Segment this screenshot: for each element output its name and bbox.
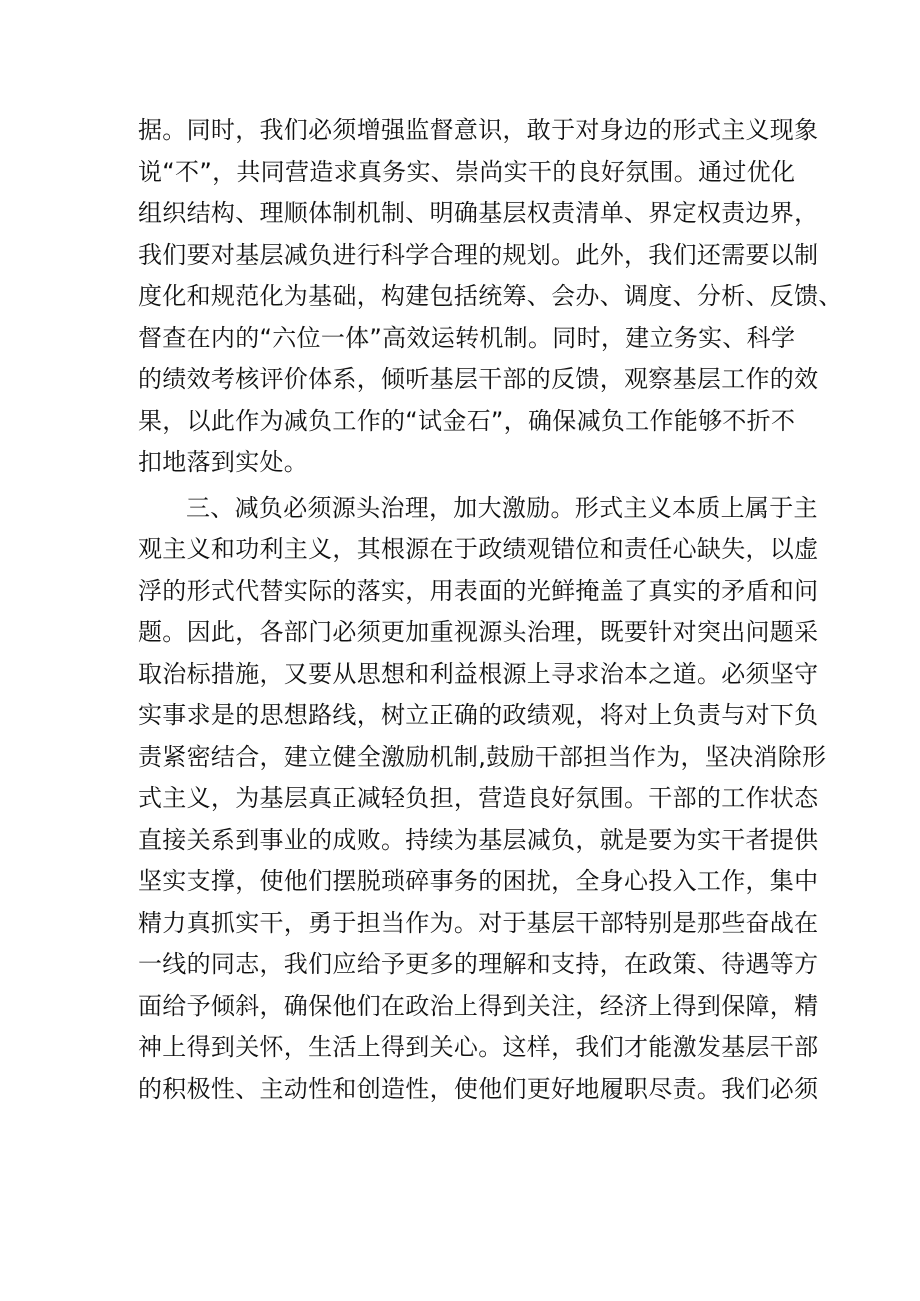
paragraph-line: 的积极性、主动性和创造性，使他们更好地履职尽责。我们必须 (138, 1074, 819, 1103)
paragraph-line: 督查在内的“六位一体”高效运转机制。同时，建立务实、科学 (138, 323, 796, 352)
paragraph-line: 说“不”，共同营造求真务实、崇尚实干的良好氛围。通过优化 (138, 157, 796, 186)
paragraph-line: 观主义和功利主义，其根源在于政绩观错位和责任心缺失，以虚 (138, 535, 819, 563)
paragraph-line: 我们要对基层减负进行科学合理的规划。此外，我们还需要以制 (138, 240, 819, 269)
paragraph-line: 度化和规范化为基础，构建包括统筹、会办、调度、分析、反馈、 (138, 282, 843, 310)
document-body (138, 110, 843, 1110)
paragraph-line: 神上得到关怀，生活上得到关心。这样，我们才能激发基层干部 (138, 1033, 819, 1061)
paragraph-line: 组织结构、理顺体制机制、明确基层权责清单、界定权责边界， (138, 199, 819, 227)
paragraph-line: 三、减负必须源头治理，加大激励。形式主义本质上属于主 (186, 493, 818, 522)
paragraph-2 (138, 488, 827, 1111)
paragraph-1 (138, 110, 843, 484)
paragraph-line: 取治标措施，又要从思想和利益根源上寻求治本之道。必须坚守 (138, 659, 819, 688)
paragraph-line: 浮的形式代替实际的落实，用表面的光鲜掩盖了真实的矛盾和问 (138, 576, 819, 605)
paragraph-line: 果，以此作为减负工作的“试金石”，确保减负工作能够不折不 (138, 406, 796, 435)
paragraph-line: 一线的同志，我们应给予更多的理解和支持，在政策、待遇等方 (138, 950, 819, 978)
paragraph-line: 直接关系到事业的成败。持续为基层减负，就是要为实干者提供 (138, 825, 819, 854)
paragraph-line: 责紧密结合，建立健全激励机制,鼓励干部担当作为，坚决消除形 (138, 742, 827, 771)
paragraph-line: 扣地落到实处。 (138, 448, 309, 476)
paragraph-line: 面给予倾斜，确保他们在政治上得到关注，经济上得到保障，精 (138, 991, 819, 1020)
paragraph-line: 式主义，为基层真正减轻负担，营造良好氛围。干部的工作状态 (138, 784, 819, 812)
paragraph-line: 的绩效考核评价体系，倾听基层干部的反馈，观察基层工作的效 (138, 365, 819, 393)
paragraph-line: 题。因此，各部门必须更加重视源头治理，既要针对突出问题采 (138, 618, 819, 646)
paragraph-line: 实事求是的思想路线，树立正确的政绩观，将对上负责与对下负 (138, 701, 819, 729)
paragraph-line: 据。同时，我们必须增强监督意识，敢于对身边的形式主义现象 (138, 116, 819, 144)
paragraph-line: 精力真抓实干，勇于担当作为。对于基层干部特别是那些奋战在 (138, 908, 819, 937)
paragraph-line: 坚实支撑，使他们摆脱琐碎事务的困扰，全身心投入工作，集中 (138, 867, 819, 895)
